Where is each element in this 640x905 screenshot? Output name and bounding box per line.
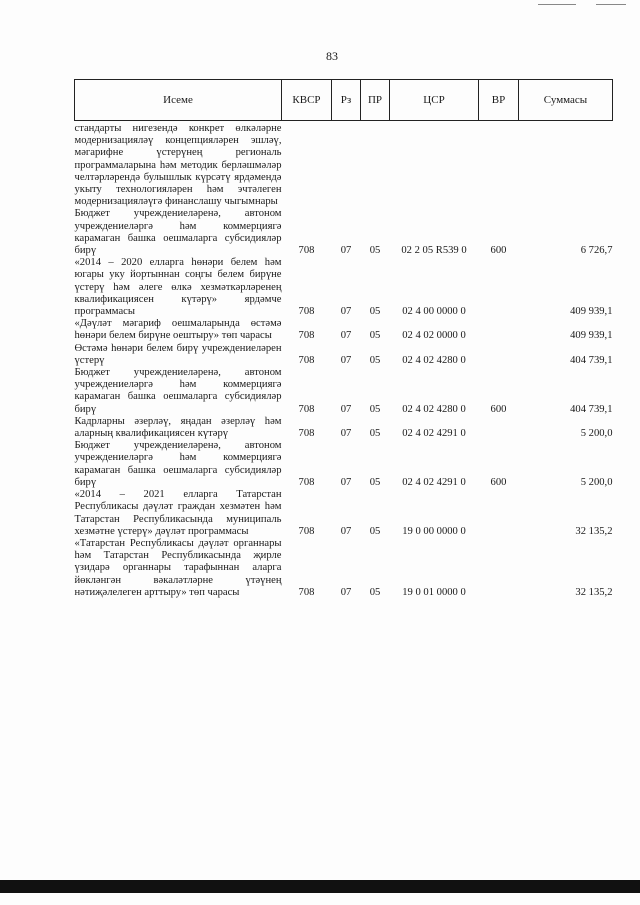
row-name: Бюджет учреждениеләренә, автоном учреждениеләргә һәм коммерциягә карамаган башка оешмаларга субсидияләр бирү <box>74 208 282 257</box>
row-rz: 07 <box>340 586 352 598</box>
table-row <box>75 318 613 342</box>
row-sum: 409 939,1 <box>570 330 613 342</box>
row-pr: 05 <box>369 428 381 440</box>
row-pr: 05 <box>369 306 381 318</box>
header-csr: ЦСР <box>390 80 479 121</box>
row-sum: 5 200,0 <box>580 476 613 488</box>
row-rz: 07 <box>340 354 352 366</box>
row-rz: 07 <box>340 330 352 342</box>
row-vr: 600 <box>490 403 507 415</box>
row-csr: 02 4 02 4291 0 <box>402 428 466 440</box>
row-rz: 07 <box>340 403 352 415</box>
table-row <box>75 343 613 367</box>
page-number: 83 <box>326 49 338 63</box>
table-row <box>75 416 613 440</box>
row-kvsr: 708 <box>298 354 315 366</box>
row-csr: 02 2 05 R539 0 <box>401 245 467 257</box>
row-sum: 409 939,1 <box>570 306 613 318</box>
row-kvsr <box>282 121 332 209</box>
row-kvsr: 708 <box>298 525 315 537</box>
row-rz: 07 <box>340 525 352 537</box>
scan-edge-mark <box>596 4 626 5</box>
row-csr <box>390 121 479 209</box>
row-pr <box>361 121 390 209</box>
table-row <box>75 257 613 318</box>
header-vr: ВР <box>479 80 519 121</box>
row-csr: 19 0 01 0000 0 <box>402 586 466 598</box>
row-vr: 600 <box>490 476 507 488</box>
row-pr: 05 <box>369 354 381 366</box>
row-sum: 404 739,1 <box>570 403 613 415</box>
scan-edge-mark <box>538 4 576 5</box>
row-name: стандарты нигезендә конкрет өлкәләрне модернизацияләү концепцияләрен эшләү, мәгарифне үстерүнең региональ программаларына һәм методик берләшмәләр челтәрләрендә булышлык күрсәтү ярдәмендә укыту технологияләрен һәм эчтәлеген модернизацияләүгә финанслашу чыгымнары <box>74 123 282 208</box>
row-name: Бюджет учреждениеләренә, автоном учреждениеләргә һәм коммерциягә карамаган башка оешмаларга субсидияләр бирү <box>74 440 282 488</box>
row-sum <box>519 121 613 209</box>
row-rz: 07 <box>340 476 352 488</box>
table-row <box>75 489 613 538</box>
row-csr: 19 0 00 0000 0 <box>402 525 466 537</box>
row-kvsr: 708 <box>298 306 315 318</box>
row-kvsr: 708 <box>298 403 315 415</box>
row-kvsr: 708 <box>298 245 315 257</box>
table-row <box>75 538 613 599</box>
row-vr <box>479 257 519 318</box>
row-kvsr: 708 <box>298 330 315 342</box>
row-vr <box>479 416 519 440</box>
row-name: «2014 – 2021 елларга Татарстан Республикасы дәүләт граждан хезмәтен һәм Татарстан Республикасында муниципаль хезмәтне үстерү» дәүләт программасы <box>74 489 282 537</box>
scan-bottom-edge <box>0 880 640 893</box>
row-pr: 05 <box>369 476 381 488</box>
row-rz: 07 <box>340 428 352 440</box>
row-pr: 05 <box>369 330 381 342</box>
row-rz: 07 <box>340 245 352 257</box>
row-pr: 05 <box>369 245 381 257</box>
row-kvsr: 708 <box>298 476 315 488</box>
row-vr <box>479 343 519 367</box>
row-pr: 05 <box>369 525 381 537</box>
row-sum: 32 135,2 <box>575 525 613 537</box>
row-name: Бюджет учреждениеләренә, автоном учреждениеләргә һәм коммерциягә карамаган башка оешмаларга субсидияләр бирү <box>74 367 282 415</box>
row-csr: 02 4 02 4291 0 <box>402 476 466 488</box>
header-pr: ПР <box>361 80 390 121</box>
row-vr <box>479 489 519 538</box>
row-name: «Татарстан Республикасы дәүләт органнары һәм Татарстан Республикасында җирле үзидарә органнары тарафыннан аларга йөкләнгән вәкаләтләрне үтәүнең нәтиҗәлелеген арттыру» төп чарасы <box>74 537 282 598</box>
table-row <box>75 440 613 489</box>
row-name: Өстәмә һөнәри белем бирү учреждениеләрен үстерү <box>74 342 282 366</box>
row-rz: 07 <box>340 306 352 318</box>
header-name: Исеме <box>75 80 282 121</box>
row-sum: 6 726,7 <box>580 245 613 257</box>
row-rz <box>332 121 361 209</box>
row-csr: 02 4 02 0000 0 <box>402 330 466 342</box>
table-row <box>75 367 613 416</box>
row-kvsr: 708 <box>298 586 315 598</box>
row-name: Кадрларны әзерләү, яңадан әзерләү һәм аларның квалификациясен күтәрү <box>74 415 282 440</box>
budget-table <box>74 79 613 599</box>
row-vr <box>479 538 519 599</box>
row-csr: 02 4 00 0000 0 <box>402 306 466 318</box>
row-sum: 5 200,0 <box>580 428 613 440</box>
header-rz: Рз <box>332 80 361 121</box>
row-csr: 02 4 02 4280 0 <box>402 403 466 415</box>
row-sum: 404 739,1 <box>570 354 613 366</box>
row-name: «Дәүләт мәгариф оешмаларында өстәмә һөнәри белем бирүне оештыру» төп чарасы <box>74 318 282 342</box>
row-vr <box>479 121 519 209</box>
table-row <box>75 121 613 209</box>
row-kvsr: 708 <box>298 428 315 440</box>
row-name: «2014 – 2020 елларга һөнәри белем һәм югары уку йортыннан соңгы белем бирүне үстерү һәм әлеге өлкә хезмәткәрләренең квалификациясен күтәрү» ярдәмче программасы <box>74 257 282 318</box>
header-kvsr: КВСР <box>282 80 332 121</box>
row-csr: 02 4 02 4280 0 <box>402 354 466 366</box>
table-row <box>75 208 613 257</box>
table-header-row <box>75 80 613 121</box>
row-pr: 05 <box>369 403 381 415</box>
row-vr <box>479 318 519 342</box>
header-sum: Суммасы <box>519 80 613 121</box>
row-sum: 32 135,2 <box>575 586 613 598</box>
row-pr: 05 <box>369 586 381 598</box>
row-vr: 600 <box>490 245 507 257</box>
